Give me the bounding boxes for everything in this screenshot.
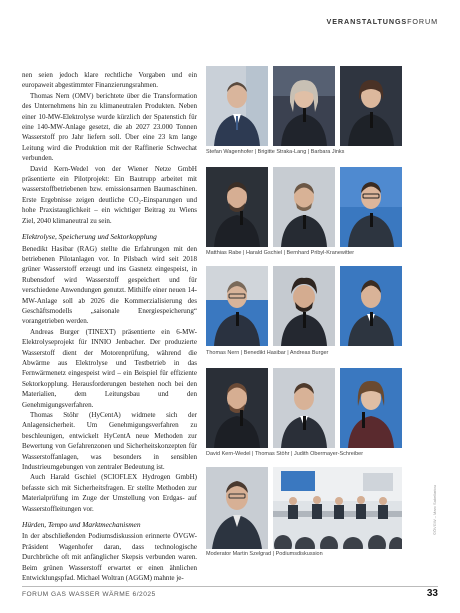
- portrait-photo: [273, 368, 335, 448]
- portrait-photo: [206, 266, 268, 346]
- portrait-photo: [340, 368, 402, 448]
- article-paragraph: Andreas Burger (TINEXT) präsentierte ein 6-MW-Elektrolyseprojekt für INNIO Jenbacher. Der produzierte Wasserstoff dient der Motorenprüfung, während die Abwärme aus Elektrolyse und Testbetrieb in das Fernwärmenetz eingespeist wird – ein Beispiel für effiziente Sektorkopplung. Herausforderungen bestehen noch bei den Materialien, dem Leitungsbau und den Genehmigungsverfahren.: [22, 327, 197, 409]
- article-subheading: Elektrolyse, Speicherung und Sektorkopplung: [22, 232, 157, 242]
- publication-name: FORUM GAS WASSER WÄRME 6/2025: [22, 591, 156, 598]
- article-subheading: Hürden, Tempo und Marktmechanismen: [22, 520, 141, 530]
- article-paragraph: Thomas Nern (OMV) berichtete über die Transformation des Unternehmens hin zu klimaneutralen Produkten. Neben einer 10-MW-Elektrolyse wurde kürzlich der Spatenstich für eine 140-MW-Anlage gesetzt, die ab 2027 23.000 Tonnen Wasserstoff pro Jahr liefern soll. Über eine 23 km lange Leitung wird die Produktion mit der Raffinerie Schwechat verbunden.: [22, 91, 197, 163]
- photo-caption: Stefan Wagenhofer | Brigitte Straka-Lang | Barbara Jinks: [206, 149, 345, 155]
- portrait-photo: [206, 66, 268, 146]
- portrait-photo: [206, 467, 268, 549]
- article-paragraph: nen seien jedoch klare rechtliche Vorgaben und ein europaweit abgestimmter Finanzierungsrahmen.: [22, 71, 197, 90]
- photo-row-3: [206, 266, 442, 346]
- portrait-photo: [273, 66, 335, 146]
- article-paragraph: Thomas Stöhr (HyCentA) widmete sich der Anlagensicherheit. Um Genehmigungsverfahren zu beschleunigen, entwickelt HyCentA neue Methoden zur Bewertung von Gefahrenzonen und Sicherheitskonzepten für Wasserstoffanlagen, was besonders in sensiblen Industrieumgebungen von zentraler Bedeutung ist.: [22, 411, 197, 472]
- photo-caption: Thomas Nern | Benedikt Hasibar | Andreas Burger: [206, 350, 329, 356]
- portrait-photo: [206, 167, 268, 247]
- photo-caption: Moderator Martin Szelgrad | Podiumsdiskussion: [206, 551, 323, 557]
- section-label: VERANSTALTUNGSFORUM: [326, 17, 438, 26]
- panel-discussion-photo: [273, 467, 402, 549]
- article-paragraph: In der abschließenden Podiumsdiskussion erinnerte ÖVGW-Präsident Wagenhofer daran, dass technologische Durchbrüche oft mit anfänglicher Skepsis verbunden waren. Beim grünen Wasserstoff erwartet er einen ähnlichen Entwicklungspfad. Michael Woltran (AGGM) mahnte je-: [22, 532, 197, 583]
- portrait-photo: [340, 66, 402, 146]
- photo-row-2: [206, 167, 442, 247]
- portrait-photo: [273, 167, 335, 247]
- page-footer: [22, 586, 438, 602]
- photo-caption: David Kern-Wedel | Thomas Stöhr | Judith Obermayer-Schreiber: [206, 451, 364, 457]
- photo-caption: Matthias Rabe | Harald Gschiel | Bernhard Pribyl-Kranewitter: [206, 250, 355, 256]
- article-paragraph: David Kern-Wedel von der Wiener Netze GmbH präsentierte ein Pilotprojekt: Ein Bautrupp arbeitet mit wasserstoffbetriebenen bzw. emissionsarmen Baumaschinen. Erste Ergebnisse zeigen deutliche CO₂-Einsparungen und hohe Praxistauglichkeit – ein wichtiger Beitrag zu Wiens Ziel, 2040 klimaneutral zu sein.: [22, 164, 197, 225]
- portrait-photo: [340, 266, 402, 346]
- portrait-photo: [340, 167, 402, 247]
- portrait-photo: [206, 368, 268, 448]
- article-text-column: [22, 70, 197, 584]
- portrait-photo: [273, 266, 335, 346]
- photo-row-1: [206, 66, 442, 146]
- photo-row-5: [206, 467, 442, 549]
- article-paragraph: Auch Harald Gschiel (SCIOFLEX Hydrogen GmbH) befasste sich mit Sicherheitsfragen. Er stellte Methoden zur Materialprüfung im Zuge der Umstellung von Erdgas- auf Wasserstoffleitungen vor.: [22, 473, 197, 513]
- article-paragraph: Benedikt Hasibar (RAG) stellte die Erfahrungen mit den betriebenen Pilotanlagen vor. In Pilsbach wird seit 2018 grüner Wasserstoff erzeugt und ins Gasnetz eingespeist, in Rubensdorf wird Wasserstoff gespeichert und für verschiedene Anwendungen genutzt. Mithilfe einer neuen 14-MW-Anlage soll ab 2026 die Kommerzialisierung des Geschäftsmodells „saisonale Energiespeicherung“ vorangetrieben werden.: [22, 244, 197, 326]
- photo-row-4: [206, 368, 442, 448]
- photo-credit: ©ÖVGW – Marc Sakellariou: [432, 485, 437, 535]
- page-number: 33: [426, 588, 438, 599]
